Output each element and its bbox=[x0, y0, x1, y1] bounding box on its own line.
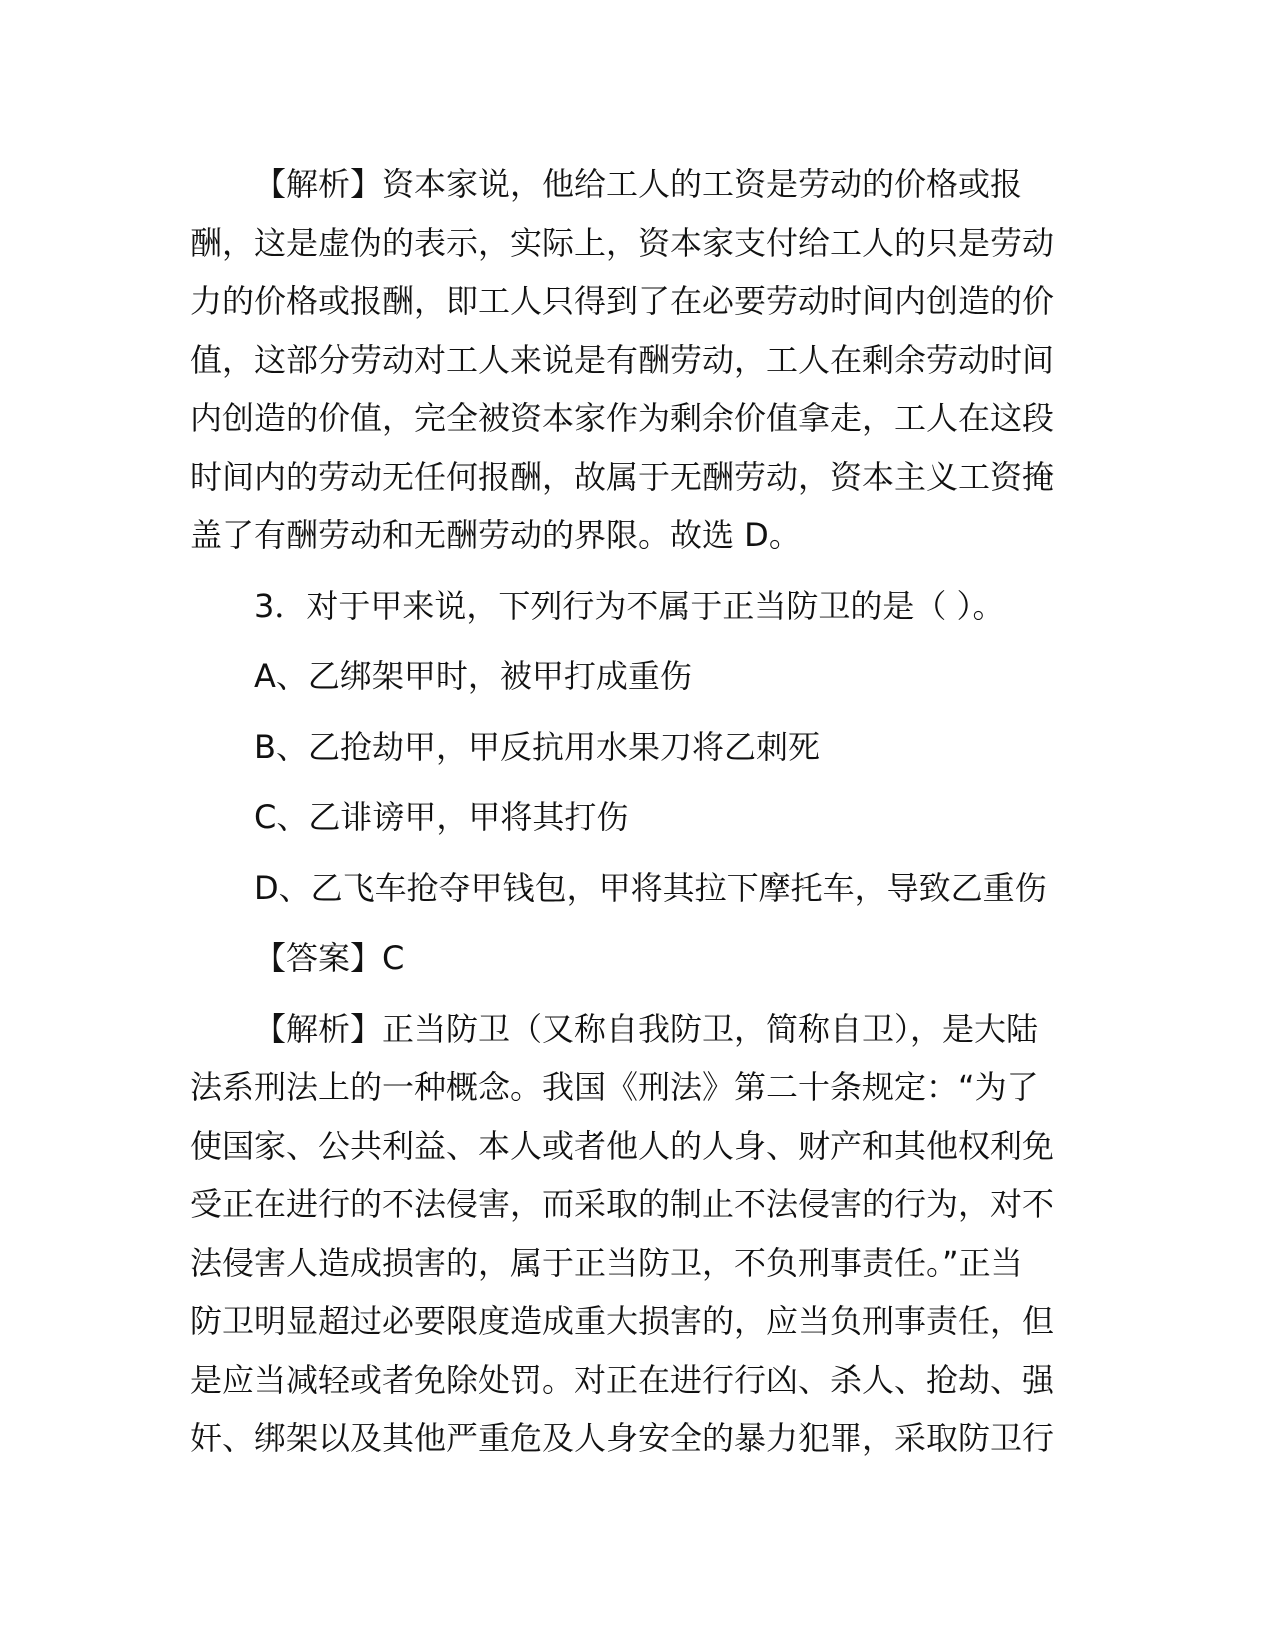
analysis1-line: 值，这部分劳动对工人来说是有酬劳动，工人在剩余劳动时间 bbox=[190, 340, 1055, 379]
analysis-paragraph-2 bbox=[190, 1000, 1095, 1468]
document-content bbox=[190, 155, 1095, 1468]
analysis2-line: 使国家、公共利益、本人或者他人的人身、财产和其他权利免 bbox=[190, 1126, 1055, 1165]
answer-line: 【答案】C bbox=[254, 939, 405, 977]
analysis1-line: 内创造的价值，完全被资本家作为剩余价值拿走，工人在这段 bbox=[190, 399, 1055, 437]
analysis1-line: 酬，这是虚伪的表示，实际上，资本家支付给工人的只是劳动 bbox=[190, 223, 1055, 262]
analysis-paragraph-1 bbox=[190, 155, 1095, 565]
option-c: C、乙诽谤甲，甲将其打伤 bbox=[254, 798, 629, 836]
analysis1-line: 时间内的劳动无任何报酬，故属于无酬劳动，资本主义工资掩 bbox=[190, 457, 1055, 496]
option-b: B、乙抢劫甲，甲反抗用水果刀将乙刺死 bbox=[254, 727, 820, 766]
question-stem: 3．对于甲来说，下列行为不属于正当防卫的是（ ）。 bbox=[254, 586, 1005, 625]
analysis2-line: 受正在进行的不法侵害，而采取的制止不法侵害的行为，对不 bbox=[190, 1185, 1055, 1223]
analysis1-line: 盖了有酬劳动和无酬劳动的界限。故选 D。 bbox=[190, 516, 801, 554]
analysis1-line: 力的价格或报酬，即工人只得到了在必要劳动时间内创造的价 bbox=[190, 282, 1055, 320]
analysis2-line: 是应当减轻或者免除处罚。对正在进行行凶、杀人、抢劫、强 bbox=[190, 1360, 1055, 1399]
option-a: A、乙绑架甲时，被甲打成重伤 bbox=[254, 657, 692, 695]
analysis2-line: 【解析】正当防卫（又称自我防卫，简称自卫），是大陆 bbox=[254, 1009, 1039, 1048]
analysis2-line: 法系刑法上的一种概念。我国《刑法》第二十条规定：“为了 bbox=[190, 1068, 1039, 1106]
option-d: D、乙飞车抢夺甲钱包，甲将其拉下摩托车，导致乙重伤 bbox=[254, 868, 1047, 907]
analysis2-line: 防卫明显超过必要限度造成重大损害的，应当负刑事责任，但 bbox=[190, 1302, 1055, 1340]
question-3 bbox=[190, 577, 1095, 988]
analysis2-line: 法侵害人造成损害的，属于正当防卫，不负刑事责任。”正当 bbox=[190, 1243, 1023, 1282]
analysis1-line: 【解析】资本家说，他给工人的工资是劳动的价格或报 bbox=[254, 165, 1023, 203]
analysis2-line: 奸、绑架以及其他严重危及人身安全的暴力犯罪，采取防卫行 bbox=[190, 1419, 1055, 1457]
